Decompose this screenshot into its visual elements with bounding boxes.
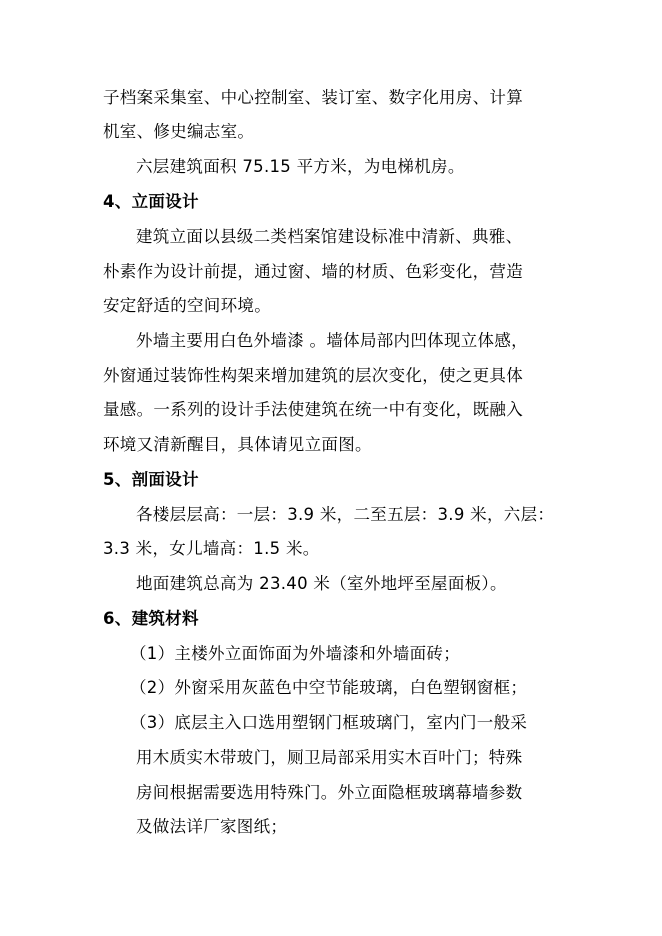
list-item-3-continuation: 及做法详厂家图纸； bbox=[136, 817, 288, 836]
body-text-line: 子档案采集室、中心控制室、装订室、数字化用房、计算 bbox=[103, 88, 523, 107]
body-text-line: 外墙主要用白色外墙漆 。墙体局部内凹体现立体感， bbox=[136, 331, 528, 350]
body-text-line: 量感。一系列的设计手法使建筑在统一中有变化，既融入 bbox=[103, 400, 523, 419]
body-text-line: 安定舒适的空间环境。 bbox=[103, 296, 271, 315]
body-text-line: 机室、修史编志室。 bbox=[103, 122, 255, 141]
section-heading-6: 6、建筑材料 bbox=[103, 609, 199, 628]
body-text-line: 六层建筑面积 75.15 平方米，为电梯机房。 bbox=[136, 157, 465, 176]
body-text-line: 外窗通过装饰性构架来增加建筑的层次变化，使之更具体 bbox=[103, 366, 523, 385]
section-heading-5: 5、剖面设计 bbox=[103, 470, 199, 489]
body-text-line: 3.3 米，女儿墙高：1.5 米。 bbox=[103, 539, 320, 558]
list-item-1: （1）主楼外立面饰面为外墙漆和外墙面砖； bbox=[130, 644, 460, 663]
body-text-line: 地面建筑总高为 23.40 米（室外地坪至屋面板）。 bbox=[136, 574, 507, 593]
list-item-3-continuation: 房间根据需要选用特殊门。外立面隐框玻璃幕墙参数 bbox=[136, 783, 523, 802]
section-heading-4: 4、立面设计 bbox=[103, 192, 199, 211]
list-item-3-continuation: 用木质实木带玻门，厕卫局部采用实木百叶门；特殊 bbox=[136, 748, 523, 767]
body-text-line: 朴素作为设计前提，通过窗、墙的材质、色彩变化，营造 bbox=[103, 262, 523, 281]
list-item-3: （3）底层主入口选用塑钢门框玻璃门，室内门一般采 bbox=[130, 713, 528, 732]
body-text-line: 各楼层层高：一层：3.9 米，二至五层：3.9 米，六层： bbox=[136, 505, 555, 524]
list-item-2: （2）外窗采用灰蓝色中空节能玻璃，白色塑钢窗框； bbox=[130, 678, 528, 697]
body-text-line: 环境又清新醒目，具体请见立面图。 bbox=[103, 435, 372, 454]
body-text-line: 建筑立面以县级二类档案馆建设标准中清新、典雅、 bbox=[136, 227, 523, 246]
